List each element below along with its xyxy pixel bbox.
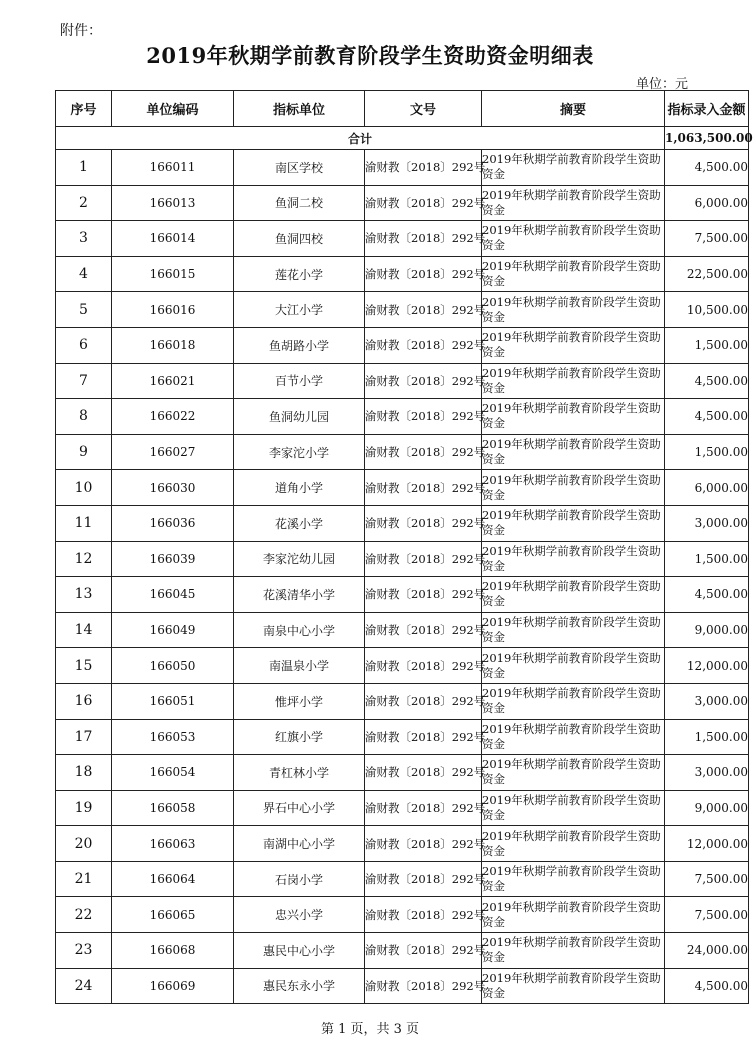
cell-doc: 渝财教〔2018〕292号 [365,648,482,684]
cell-code: 166011 [112,150,234,186]
cell-doc: 渝财教〔2018〕292号 [365,755,482,791]
cell-doc: 渝财教〔2018〕292号 [365,434,482,470]
table-row [56,968,749,1004]
cell-no: 12 [56,541,112,577]
cell-doc: 渝财教〔2018〕292号 [365,826,482,862]
cell-code: 166030 [112,470,234,506]
cell-summary: 2019年秋期学前教育阶段学生资助资金 [482,933,665,969]
cell-code: 166022 [112,399,234,435]
cell-no: 19 [56,790,112,826]
cell-code: 166053 [112,719,234,755]
cell-unit: 李家沱小学 [234,434,365,470]
cell-amount: 1,500.00 [665,434,749,470]
table-row [56,150,749,186]
cell-unit: 百节小学 [234,363,365,399]
cell-doc: 渝财教〔2018〕292号 [365,185,482,221]
cell-code: 166021 [112,363,234,399]
cell-amount: 12,000.00 [665,826,749,862]
cell-no: 2 [56,185,112,221]
header-unit: 指标单位 [234,91,365,127]
cell-doc: 渝财教〔2018〕292号 [365,683,482,719]
cell-no: 15 [56,648,112,684]
table-header-row [56,91,749,127]
cell-summary: 2019年秋期学前教育阶段学生资助资金 [482,612,665,648]
cell-unit: 道角小学 [234,470,365,506]
cell-code: 166015 [112,256,234,292]
cell-no: 20 [56,826,112,862]
table-row [56,434,749,470]
cell-code: 166045 [112,577,234,613]
cell-amount: 9,000.00 [665,612,749,648]
cell-unit: 青杠林小学 [234,755,365,791]
header-doc: 文号 [365,91,482,127]
cell-unit: 南湖中心小学 [234,826,365,862]
cell-no: 1 [56,150,112,186]
cell-amount: 24,000.00 [665,933,749,969]
cell-unit: 花溪清华小学 [234,577,365,613]
total-label: 合计 [56,127,665,150]
cell-doc: 渝财教〔2018〕292号 [365,256,482,292]
table-row [56,363,749,399]
table-row [56,221,749,257]
cell-amount: 1,500.00 [665,719,749,755]
cell-code: 166036 [112,505,234,541]
cell-summary: 2019年秋期学前教育阶段学生资助资金 [482,399,665,435]
cell-unit: 鱼胡路小学 [234,327,365,363]
cell-unit: 南区学校 [234,150,365,186]
cell-amount: 22,500.00 [665,256,749,292]
total-row [56,127,749,150]
cell-no: 18 [56,755,112,791]
cell-summary: 2019年秋期学前教育阶段学生资助资金 [482,470,665,506]
unit-label: 单位：元 [635,77,688,92]
cell-no: 8 [56,399,112,435]
cell-code: 166058 [112,790,234,826]
cell-summary: 2019年秋期学前教育阶段学生资助资金 [482,861,665,897]
table-row [56,719,749,755]
cell-amount: 3,000.00 [665,505,749,541]
cell-amount: 6,000.00 [665,470,749,506]
cell-amount: 7,500.00 [665,221,749,257]
cell-doc: 渝财教〔2018〕292号 [365,150,482,186]
cell-doc: 渝财教〔2018〕292号 [365,505,482,541]
cell-amount: 1,500.00 [665,541,749,577]
cell-no: 4 [56,256,112,292]
table-row [56,470,749,506]
cell-summary: 2019年秋期学前教育阶段学生资助资金 [482,648,665,684]
cell-no: 5 [56,292,112,328]
table-row [56,933,749,969]
cell-summary: 2019年秋期学前教育阶段学生资助资金 [482,541,665,577]
cell-amount: 10,500.00 [665,292,749,328]
cell-no: 9 [56,434,112,470]
cell-doc: 渝财教〔2018〕292号 [365,541,482,577]
cell-summary: 2019年秋期学前教育阶段学生资助资金 [482,755,665,791]
table-row [56,185,749,221]
table-row [56,612,749,648]
total-value: 1,063,500.00 [665,127,749,150]
cell-unit: 红旗小学 [234,719,365,755]
cell-amount: 3,000.00 [665,755,749,791]
table-row [56,683,749,719]
cell-unit: 南温泉小学 [234,648,365,684]
header-code: 单位编码 [112,91,234,127]
table-row [56,790,749,826]
table-row [56,826,749,862]
cell-code: 166016 [112,292,234,328]
cell-doc: 渝财教〔2018〕292号 [365,861,482,897]
cell-amount: 7,500.00 [665,897,749,933]
cell-doc: 渝财教〔2018〕292号 [365,292,482,328]
cell-no: 17 [56,719,112,755]
cell-amount: 4,500.00 [665,363,749,399]
cell-no: 16 [56,683,112,719]
cell-unit: 鱼洞二校 [234,185,365,221]
cell-code: 166069 [112,968,234,1004]
cell-summary: 2019年秋期学前教育阶段学生资助资金 [482,185,665,221]
cell-summary: 2019年秋期学前教育阶段学生资助资金 [482,826,665,862]
table-row [56,861,749,897]
cell-code: 166039 [112,541,234,577]
cell-unit: 界石中心小学 [234,790,365,826]
table-row [56,505,749,541]
cell-code: 166050 [112,648,234,684]
cell-doc: 渝财教〔2018〕292号 [365,470,482,506]
cell-unit: 大江小学 [234,292,365,328]
cell-summary: 2019年秋期学前教育阶段学生资助资金 [482,505,665,541]
cell-no: 6 [56,327,112,363]
cell-amount: 4,500.00 [665,968,749,1004]
cell-no: 11 [56,505,112,541]
cell-doc: 渝财教〔2018〕292号 [365,968,482,1004]
cell-summary: 2019年秋期学前教育阶段学生资助资金 [482,719,665,755]
cell-code: 166018 [112,327,234,363]
cell-unit: 花溪小学 [234,505,365,541]
cell-no: 13 [56,577,112,613]
cell-no: 23 [56,933,112,969]
cell-amount: 3,000.00 [665,683,749,719]
header-amount: 指标录入金额 [665,91,749,127]
cell-no: 22 [56,897,112,933]
cell-doc: 渝财教〔2018〕292号 [365,897,482,933]
cell-code: 166063 [112,826,234,862]
cell-summary: 2019年秋期学前教育阶段学生资助资金 [482,292,665,328]
cell-unit: 惠民东永小学 [234,968,365,1004]
cell-no: 7 [56,363,112,399]
cell-doc: 渝财教〔2018〕292号 [365,612,482,648]
cell-code: 166013 [112,185,234,221]
cell-amount: 1,500.00 [665,327,749,363]
cell-summary: 2019年秋期学前教育阶段学生资助资金 [482,150,665,186]
cell-code: 166054 [112,755,234,791]
table-row [56,755,749,791]
cell-doc: 渝财教〔2018〕292号 [365,399,482,435]
cell-doc: 渝财教〔2018〕292号 [365,790,482,826]
cell-summary: 2019年秋期学前教育阶段学生资助资金 [482,256,665,292]
cell-code: 166068 [112,933,234,969]
cell-no: 10 [56,470,112,506]
cell-code: 166065 [112,897,234,933]
cell-code: 166014 [112,221,234,257]
cell-no: 14 [56,612,112,648]
cell-doc: 渝财教〔2018〕292号 [365,363,482,399]
cell-unit: 李家沱幼儿园 [234,541,365,577]
cell-summary: 2019年秋期学前教育阶段学生资助资金 [482,221,665,257]
cell-code: 166051 [112,683,234,719]
cell-amount: 6,000.00 [665,185,749,221]
table-row [56,577,749,613]
cell-unit: 忠兴小学 [234,897,365,933]
cell-doc: 渝财教〔2018〕292号 [365,327,482,363]
cell-doc: 渝财教〔2018〕292号 [365,933,482,969]
funding-table [55,90,753,1004]
cell-unit: 惟坪小学 [234,683,365,719]
cell-no: 24 [56,968,112,1004]
cell-summary: 2019年秋期学前教育阶段学生资助资金 [482,790,665,826]
table-row [56,399,749,435]
cell-doc: 渝财教〔2018〕292号 [365,577,482,613]
cell-summary: 2019年秋期学前教育阶段学生资助资金 [482,327,665,363]
cell-unit: 鱼洞四校 [234,221,365,257]
cell-amount: 7,500.00 [665,861,749,897]
header-no: 序号 [56,91,112,127]
cell-summary: 2019年秋期学前教育阶段学生资助资金 [482,363,665,399]
page-footer: 第 1 页，共 3 页 [320,1022,420,1037]
cell-summary: 2019年秋期学前教育阶段学生资助资金 [482,897,665,933]
cell-code: 166064 [112,861,234,897]
cell-summary: 2019年秋期学前教育阶段学生资助资金 [482,968,665,1004]
cell-summary: 2019年秋期学前教育阶段学生资助资金 [482,683,665,719]
header-summary: 摘要 [482,91,665,127]
table-row [56,256,749,292]
cell-unit: 惠民中心小学 [234,933,365,969]
cell-summary: 2019年秋期学前教育阶段学生资助资金 [482,434,665,470]
table-row [56,292,749,328]
cell-no: 21 [56,861,112,897]
cell-unit: 南泉中心小学 [234,612,365,648]
table-row [56,648,749,684]
cell-unit: 莲花小学 [234,256,365,292]
attachment-label: 附件： [60,23,102,39]
cell-no: 3 [56,221,112,257]
cell-doc: 渝财教〔2018〕292号 [365,221,482,257]
cell-amount: 4,500.00 [665,399,749,435]
document-title: 2019年秋期学前教育阶段学生资助资金明细表 [146,43,594,68]
cell-amount: 9,000.00 [665,790,749,826]
cell-doc: 渝财教〔2018〕292号 [365,719,482,755]
cell-summary: 2019年秋期学前教育阶段学生资助资金 [482,577,665,613]
cell-unit: 鱼洞幼儿园 [234,399,365,435]
cell-code: 166049 [112,612,234,648]
cell-amount: 4,500.00 [665,577,749,613]
cell-unit: 石岗小学 [234,861,365,897]
table-row [56,541,749,577]
table-row [56,327,749,363]
cell-amount: 12,000.00 [665,648,749,684]
cell-code: 166027 [112,434,234,470]
cell-amount: 4,500.00 [665,150,749,186]
table-row [56,897,749,933]
